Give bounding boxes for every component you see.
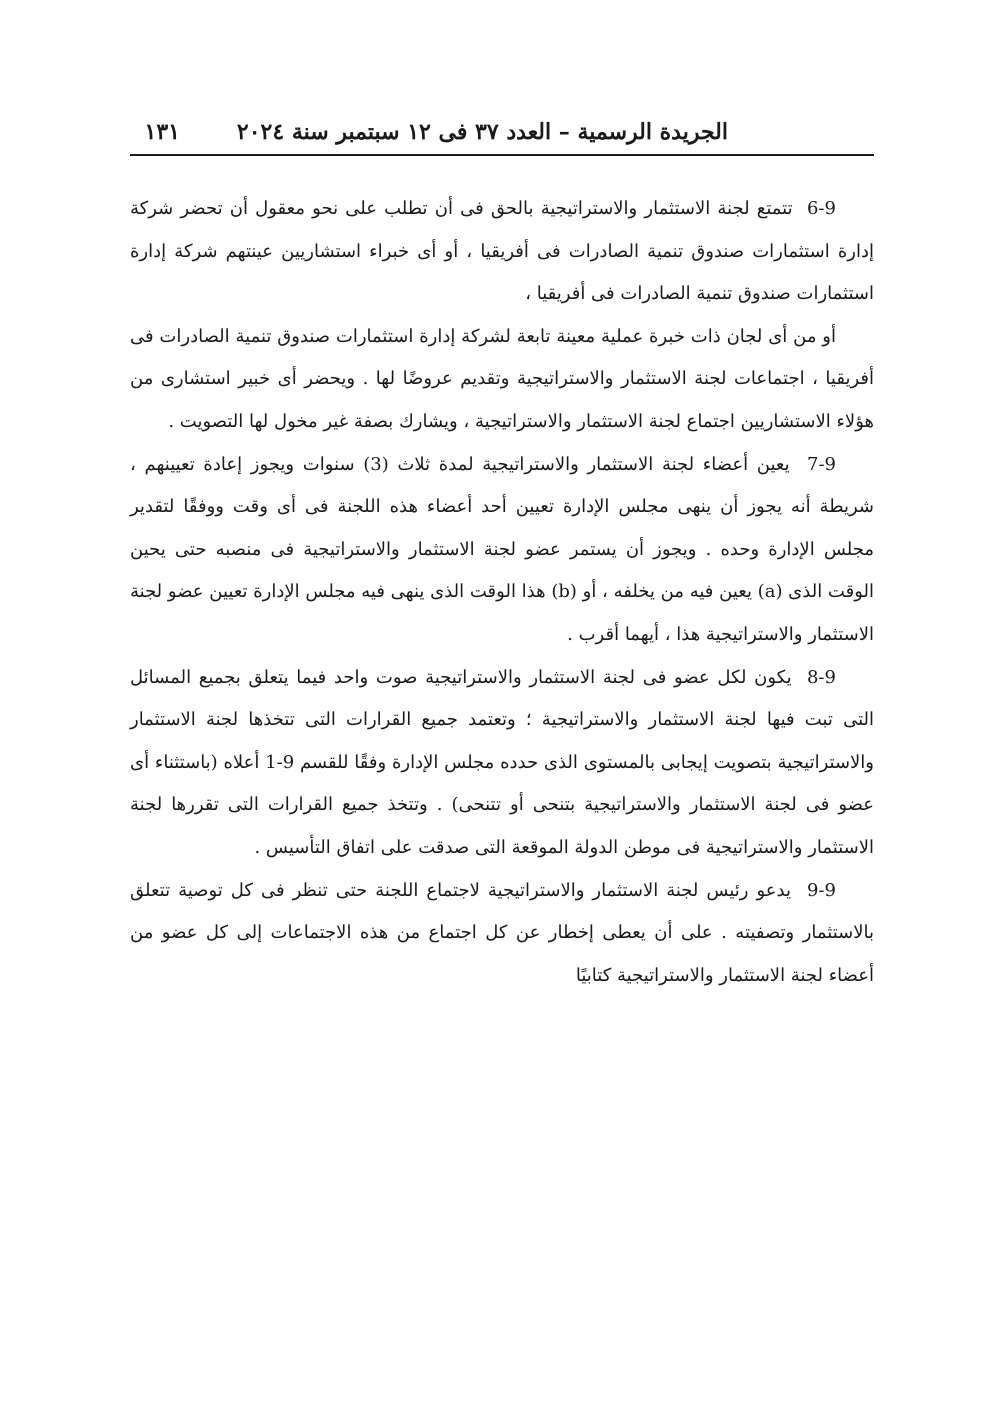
- paragraph-6-9-continued: [130, 316, 874, 444]
- header-divider: [130, 154, 874, 156]
- paragraph-text: يعين أعضاء لجنة الاستثمار والاستراتيجية لمدة ثلاث (3) سنوات ويجوز إعادة تعيينهم ، شريطة أنه يجوز أن ينهى مجلس الإدارة تعيين أحد أعضاء هذه اللجنة فى أى وقت ووفقًا لتقدير مجلس الإدارة وحده . ويجوز أن يستمر عضو لجنة الاستثمار والاستراتيجية فى منصبه حتى يحين الوقت الذى (a) يعين فيه من يخلفه ، أو (b) هذا الوقت الذى ينهى فيه مجلس الإدارة تعيين عضو لجنة الاستثمار والاستراتيجية هذا ، أيهما أقرب .: [129, 453, 874, 645]
- paragraph-text: يكون لكل عضو فى لجنة الاستثمار والاستراتيجية صوت واحد فيما يتعلق بجميع المسائل التى تبت فيها لجنة الاستثمار والاستراتيجية ؛ وتعتمد جميع القرارات التى تتخذها لجنة الاستثمار والاستراتيجية بتصويت إيجابى بالمستوى الذى حدده مجلس الإدارة وفقًا للقسم 9-1 أعلاه (باستثناء أى عضو فى لجنة الاستثمار والاستراتيجية بتنحى أو تتنحى) . وتتخذ جميع القرارات التى تقررها لجنة الاستثمار والاستراتيجية فى موطن الدولة الموقعة التى صدقت على اتفاق التأسيس .: [130, 666, 875, 858]
- section-number: 7-9: [807, 453, 836, 475]
- paragraph-6-9: [130, 188, 874, 316]
- paragraph-text: أو من أى لجان ذات خبرة عملية معينة تابعة لشركة إدارة استثمارات صندوق تنمية الصادرات فى أفريقيا ، اجتماعات لجنة الاستثمار والاستراتيجية وتقديم عروضًا لها . ويحضر أى خبير استشارى من هؤلاء الاستشاريين اجتماع لجنة الاستثمار والاستراتيجية ، ويشارك بصفة غير مخول لها التصويت .: [130, 325, 874, 432]
- document-body: [130, 188, 874, 997]
- section-number: 8-9: [806, 666, 836, 688]
- paragraph-8-9: [130, 657, 874, 870]
- section-number: 6-9: [806, 198, 836, 219]
- section-number: 9-9: [806, 879, 836, 901]
- page-header: [130, 112, 874, 152]
- gazette-header-title: الجريدة الرسمية – العدد ٣٧ فى ١٢ سبتمبر سنة ٢٠٢٤: [236, 119, 728, 145]
- paragraph-9-9: [130, 870, 874, 998]
- paragraph-text: تتمتع لجنة الاستثمار والاستراتيجية بالحق فى أن تطلب على نحو معقول أن تحضر شركة إدارة استثمارات صندوق تنمية الصادرات فى أفريقيا ، أو أى خبراء استشاريين عينتهم شركة إدارة استثمارات صندوق تنمية الصادرات فى أفريقيا ،: [130, 198, 874, 305]
- paragraph-7-9: [130, 444, 874, 657]
- paragraph-text: يدعو رئيس لجنة الاستثمار والاستراتيجية لاجتماع اللجنة حتى تنظر فى كل توصية تتعلق بالاستثمار وتصفيته . على أن يعطى إخطار عن كل اجتماع من هذه الاجتماعات إلى كل عضو من أعضاء لجنة الاستثمار والاستراتيجية كتابيًا: [130, 879, 874, 986]
- page-number: ١٣١: [144, 119, 180, 145]
- document-page: [130, 0, 874, 1417]
